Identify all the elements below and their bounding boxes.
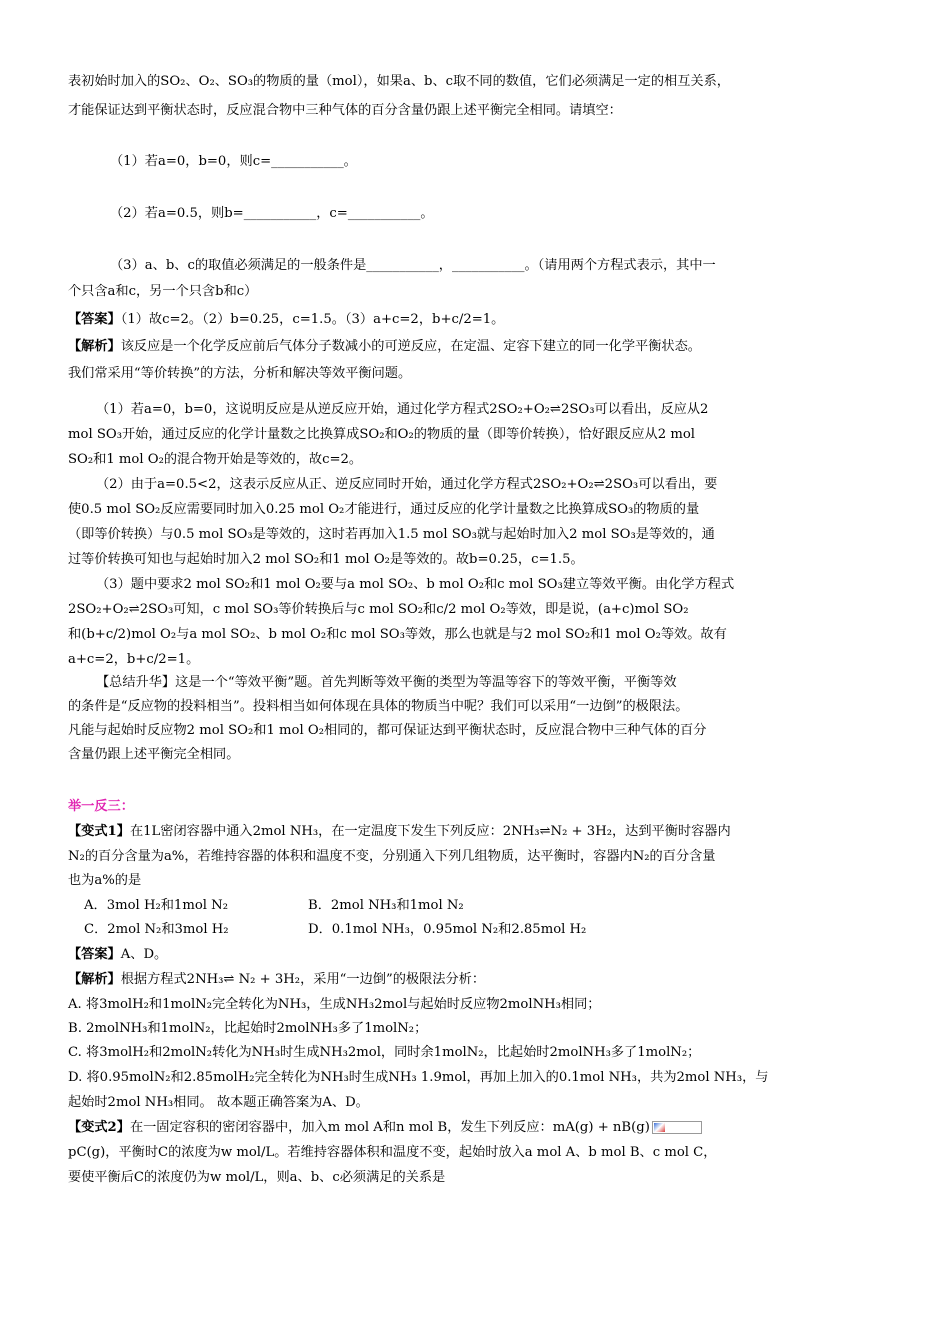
- paragraph-line: 凡能与起始时反应物2 mol SO₂和1 mol O₂相同的，都可保证达到平衡状态时，反应混合物中三种气体的百分: [68, 723, 707, 738]
- paragraph-line: SO₂和1 mol O₂的混合物开始是等效的，故c=2。: [68, 452, 363, 467]
- variant-2-text: 在一固定容积的密闭容器中，加入m mol A和n mol B，发生下列反应：mA(g) + nB(g): [129, 1120, 650, 1135]
- paragraph-line: （3）题中要求2 mol SO₂和1 mol O₂要与a mol SO₂、b mol O₂和c mol SO₃建立等效平衡。由化学方程式: [96, 577, 735, 592]
- paragraph-line: （1）若a=0，b=0，这说明反应是从逆反应开始，通过化学方程式2SO₂+O₂⇌2SO₃可以看出，反应从2: [96, 402, 709, 417]
- answer-line: [68, 945, 884, 965]
- paragraph-line: pC(g)，平衡时C的浓度为w mol/L。若维持容器体积和温度不变，起始时放入a mol A、b mol B、c mol C，: [68, 1145, 717, 1160]
- paragraph-line: 的条件是“反应物的投料相当”。投料相当如何体现在具体的物质当中呢？我们可以采用“一边倒”的极限法。: [68, 699, 689, 714]
- paragraph-line: 表初始时加入的SO₂、O₂、SO₃的物质的量（mol），如果a、b、c取不同的数值，它们必须满足一定的相互关系，: [68, 74, 730, 89]
- paragraph-line: （即等价转换）与0.5 mol SO₃是等效的，这时若再加入1.5 mol SO₃就与起始时加入2 mol SO₃是等效的，通: [68, 527, 715, 542]
- analysis-tag: 【解析】: [68, 339, 121, 354]
- variant-2-line: [68, 1118, 884, 1138]
- analysis-tag: 【解析】: [68, 972, 121, 987]
- paragraph-line: 和(b+c/2)mol O₂与a mol SO₂、b mol O₂和c mol SO₃等效，那么也就是与2 mol SO₂和1 mol O₂等效。故有: [68, 627, 727, 642]
- variant-1-line: [68, 822, 884, 842]
- paragraph-line: 过等价转换可知也与起始时加入2 mol SO₂和1 mol O₂是等效的。故b=0.25，c=1.5。: [68, 552, 584, 567]
- answer-tag: 【答案】: [68, 947, 121, 962]
- question-3: （3）a、b、c的取值必须满足的一般条件是___________，___________。（请用两个方程式表示，其中一: [110, 258, 716, 273]
- explanation-d: D. 将0.95molN₂和2.85molH₂完全转化为NH₃时生成NH₃ 1.9mol，再加上加入的0.1mol NH₃，共为2mol NH₃，与: [68, 1070, 769, 1085]
- variant-2-tag: 【变式2】: [68, 1120, 130, 1135]
- question-2: （2）若a=0.5，则b=___________，c=___________。: [110, 206, 434, 221]
- paragraph-line: 使0.5 mol SO₂反应需要同时加入0.25 mol O₂才能进行，通过反应的化学计量数之比换算成SO₃的物质的量: [68, 502, 700, 517]
- answer-text: （1）故c=2。（2）b=0.25，c=1.5。（3）a+c=2，b+c/2=1。: [120, 312, 505, 327]
- explanation-a: A. 将3molH₂和1molN₂完全转化为NH₃，生成NH₃2mol与起始时反应物2molNH₃相同；: [68, 997, 601, 1012]
- explanation-c: C. 将3molH₂和2molN₂转化为NH₃时生成NH₃2mol，同时余1molN₂，比起始时2molNH₃多了1molN₂；: [68, 1045, 701, 1060]
- summary-line: 【总结升华】这是一个“等效平衡”题。首先判断等效平衡的类型为等温等容下的等效平衡，平衡等效: [96, 675, 677, 690]
- paragraph-line: mol SO₃开始，通过反应的化学计量数之比换算成SO₂和O₂的物质的量（即等价转换），恰好跟反应从2 mol: [68, 427, 695, 442]
- answer-line: [68, 310, 884, 330]
- option-d: D．0.1mol NH₃，0.95mol N₂和2.85mol H₂: [308, 922, 587, 937]
- option-b: B．2mol NH₃和1mol N₂: [308, 898, 464, 913]
- paragraph-line: 含量仍跟上述平衡完全相同。: [68, 747, 240, 762]
- paragraph-line: 要使平衡后C的浓度仍为w mol/L，则a、b、c必须满足的关系是: [68, 1170, 446, 1185]
- answer-tag: 【答案】: [68, 312, 121, 327]
- option-a: A．3mol H₂和1mol N₂: [84, 898, 228, 913]
- paragraph-line: 才能保证达到平衡状态时，反应混合物中三种气体的百分含量仍跟上述平衡完全相同。请填空：: [68, 103, 622, 118]
- paragraph-line: 也为a%的是: [68, 873, 142, 888]
- paragraph-line: 2SO₂+O₂⇌2SO₃可知，c mol SO₃等价转换后与c mol SO₂和c/2 mol O₂等效，即是说，(a+c)mol SO₂: [68, 602, 689, 617]
- section-heading: 举一反三：: [68, 799, 134, 814]
- embedded-formula-image-icon: [652, 1121, 702, 1134]
- analysis-text: 根据方程式2NH₃⇌ N₂ + 3H₂，采用“一边倒”的极限法分析：: [120, 972, 486, 987]
- variant-1-text: 在1L密闭容器中通入2mol NH₃，在一定温度下发生下列反应：2NH₃⇌N₂ + 3H₂，达到平衡时容器内: [129, 824, 731, 839]
- analysis-text: 该反应是一个化学反应前后气体分子数减小的可逆反应，在定温、定容下建立的同一化学平衡状态。: [120, 339, 701, 354]
- answer-text: A、D。: [120, 947, 168, 962]
- explanation-b: B. 2molNH₃和1molN₂，比起始时2molNH₃多了1molN₂；: [68, 1021, 428, 1036]
- question-1: （1）若a=0，b=0，则c=___________。: [110, 154, 357, 169]
- question-3-cont: 个只含a和c，另一个只含b和c）: [68, 284, 258, 299]
- paragraph-line: （2）由于a=0.5<2，这表示反应从正、逆反应同时开始，通过化学方程式2SO₂+O₂⇌2SO₃可以看出，要: [96, 477, 718, 492]
- explanation-d-cont: 起始时2mol NH₃相同。 故本题正确答案为A、D。: [68, 1095, 369, 1110]
- paragraph-line: a+c=2，b+c/2=1。: [68, 652, 200, 667]
- analysis-line: [68, 970, 884, 990]
- option-c: C．2mol N₂和3mol H₂: [84, 922, 229, 937]
- variant-1-tag: 【变式1】: [68, 824, 130, 839]
- paragraph-line: 我们常采用“等价转换”的方法，分析和解决等效平衡问题。: [68, 366, 412, 381]
- analysis-line: [68, 337, 884, 357]
- paragraph-line: N₂的百分含量为a%，若维持容器的体积和温度不变，分别通入下列几组物质，达平衡时，容器内N₂的百分含量: [68, 849, 716, 864]
